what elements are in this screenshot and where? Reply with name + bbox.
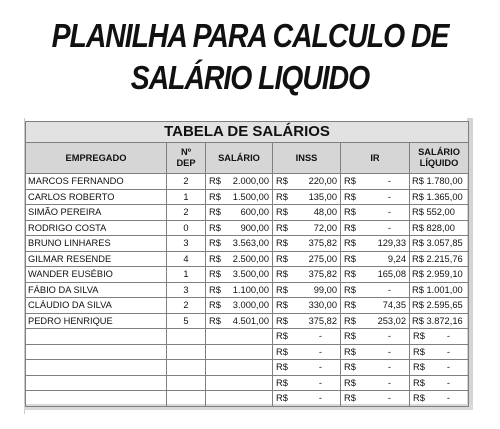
cell-inss[interactable] bbox=[273, 189, 341, 205]
header-dep-line1: Nº bbox=[180, 147, 192, 157]
currency-symbol: R$ bbox=[276, 253, 288, 264]
salary-table bbox=[25, 121, 469, 407]
cell-dep[interactable]: 2 bbox=[167, 174, 206, 190]
cell-empregado[interactable] bbox=[26, 375, 167, 391]
table-row bbox=[26, 298, 469, 314]
cell-salario[interactable] bbox=[206, 236, 273, 252]
cell-value: 2.000,00 bbox=[232, 176, 269, 187]
table-row bbox=[26, 282, 469, 298]
cell-ir[interactable] bbox=[341, 267, 410, 283]
table-row bbox=[26, 251, 469, 267]
cell-inss[interactable] bbox=[273, 267, 341, 283]
cell-value: 2.500,00 bbox=[232, 253, 269, 264]
cell-value: 135,00 bbox=[308, 191, 337, 202]
cell-value: - bbox=[387, 207, 391, 218]
currency-symbol: R$ bbox=[209, 191, 221, 202]
currency-symbol: R$ bbox=[344, 331, 356, 342]
cell-liquido[interactable]: R$ 3.057,85 bbox=[410, 236, 469, 252]
currency-symbol: R$ bbox=[209, 207, 221, 218]
cell-inss[interactable] bbox=[273, 282, 341, 298]
currency-symbol: R$ bbox=[344, 176, 356, 187]
currency-symbol: R$ bbox=[276, 222, 288, 233]
table-row bbox=[26, 205, 469, 221]
currency-symbol: R$ bbox=[344, 207, 356, 218]
cell-liquido[interactable] bbox=[410, 329, 469, 345]
currency-symbol: R$ bbox=[344, 253, 356, 264]
header-empregado[interactable]: EMPREGADO bbox=[26, 143, 167, 174]
cell-salario[interactable] bbox=[206, 375, 273, 391]
currency-symbol: R$ bbox=[209, 222, 221, 233]
cell-dep[interactable] bbox=[167, 344, 206, 360]
cell-liquido[interactable]: R$ 552,00 bbox=[410, 205, 469, 221]
currency-symbol: R$ bbox=[413, 393, 425, 404]
cell-liquido[interactable]: R$ 2.959,10 bbox=[410, 267, 469, 283]
currency-symbol: R$ bbox=[344, 191, 356, 202]
table-row-empty bbox=[26, 329, 469, 345]
cell-inss[interactable] bbox=[273, 236, 341, 252]
currency-symbol: R$ bbox=[209, 269, 221, 280]
currency-symbol: R$ bbox=[344, 315, 356, 326]
table-title: TABELA DE SALÁRIOS bbox=[26, 122, 469, 143]
currency-symbol: R$ bbox=[276, 191, 288, 202]
header-inss[interactable]: INSS bbox=[273, 143, 341, 174]
cell-liquido[interactable]: R$ 1.365,00 bbox=[410, 189, 469, 205]
cell-liquido[interactable] bbox=[410, 391, 469, 407]
cell-value: - bbox=[446, 393, 451, 404]
cell-empregado[interactable] bbox=[26, 344, 167, 360]
cell-dep[interactable] bbox=[167, 391, 206, 407]
header-ir[interactable]: IR bbox=[341, 143, 410, 174]
currency-symbol: R$ bbox=[209, 315, 221, 326]
cell-salario[interactable] bbox=[206, 298, 273, 314]
currency-symbol: R$ bbox=[344, 300, 356, 311]
currency-symbol: R$ bbox=[209, 253, 221, 264]
cell-dep[interactable] bbox=[167, 329, 206, 345]
cell-ir[interactable] bbox=[341, 220, 410, 236]
cell-liquido[interactable]: R$ 828,00 bbox=[410, 220, 469, 236]
cell-salario[interactable] bbox=[206, 391, 273, 407]
cell-liquido[interactable]: R$ 2.215,76 bbox=[410, 251, 469, 267]
currency-symbol: R$ bbox=[209, 238, 221, 249]
cell-value: - bbox=[387, 284, 391, 295]
cell-inss[interactable] bbox=[273, 205, 341, 221]
cell-inss[interactable] bbox=[273, 251, 341, 267]
table-body bbox=[26, 174, 469, 407]
cell-dep[interactable]: 5 bbox=[167, 313, 206, 329]
cell-salario[interactable] bbox=[206, 267, 273, 283]
currency-symbol: R$ bbox=[209, 176, 221, 187]
cell-value: 375,82 bbox=[308, 269, 337, 280]
cell-value: - bbox=[387, 362, 391, 373]
table-row-empty bbox=[26, 375, 469, 391]
cell-dep[interactable] bbox=[167, 375, 206, 391]
cell-value: 375,82 bbox=[308, 238, 337, 249]
currency-symbol: R$ bbox=[413, 362, 425, 373]
cell-value: 253,02 bbox=[377, 315, 406, 326]
currency-symbol: R$ bbox=[276, 284, 288, 295]
cell-liquido[interactable] bbox=[410, 344, 469, 360]
cell-ir[interactable] bbox=[341, 174, 410, 190]
cell-value: 48,00 bbox=[313, 207, 337, 218]
cell-value: 129,33 bbox=[377, 238, 406, 249]
table-row bbox=[26, 174, 469, 190]
cell-empregado[interactable]: GILMAR RESENDE bbox=[26, 251, 167, 267]
currency-symbol: R$ bbox=[344, 346, 356, 357]
currency-symbol: R$ bbox=[413, 346, 425, 357]
cell-dep[interactable]: 1 bbox=[167, 267, 206, 283]
cell-ir[interactable] bbox=[341, 189, 410, 205]
cell-ir[interactable] bbox=[341, 375, 410, 391]
cell-value: 3.000,00 bbox=[232, 300, 269, 311]
cell-empregado[interactable]: CLÁUDIO DA SILVA bbox=[26, 298, 167, 314]
cell-value: - bbox=[318, 362, 322, 373]
currency-symbol: R$ bbox=[344, 222, 356, 233]
currency-symbol: R$ bbox=[276, 238, 288, 249]
currency-symbol: R$ bbox=[276, 207, 288, 218]
cell-ir[interactable] bbox=[341, 391, 410, 407]
cell-value: - bbox=[387, 377, 391, 388]
cell-value: 72,00 bbox=[313, 222, 337, 233]
cell-empregado[interactable]: SIMÃO PEREIRA bbox=[26, 205, 167, 221]
cell-empregado[interactable]: PEDRO HENRIQUE bbox=[26, 313, 167, 329]
cell-inss[interactable] bbox=[273, 375, 341, 391]
cell-value: 74,35 bbox=[382, 300, 406, 311]
cell-dep[interactable]: 1 bbox=[167, 189, 206, 205]
headline-line-2: SALÁRIO LIQUIDO bbox=[130, 59, 370, 96]
cell-ir[interactable] bbox=[341, 313, 410, 329]
header-dep[interactable] bbox=[167, 143, 206, 174]
cell-inss[interactable] bbox=[273, 344, 341, 360]
table-row-empty bbox=[26, 360, 469, 376]
cell-empregado[interactable]: RODRIGO COSTA bbox=[26, 220, 167, 236]
cell-dep[interactable]: 4 bbox=[167, 251, 206, 267]
cell-inss[interactable] bbox=[273, 298, 341, 314]
cell-value: - bbox=[318, 393, 322, 404]
cell-ir[interactable] bbox=[341, 298, 410, 314]
currency-symbol: R$ bbox=[344, 377, 356, 388]
cell-value: - bbox=[387, 176, 391, 187]
cell-value: 4.501,00 bbox=[232, 315, 269, 326]
currency-symbol: R$ bbox=[276, 300, 288, 311]
cell-value: 220,00 bbox=[308, 176, 337, 187]
cell-salario[interactable] bbox=[206, 329, 273, 345]
cell-salario[interactable] bbox=[206, 313, 273, 329]
header-dep-line2: DEP bbox=[176, 158, 196, 168]
cell-liquido[interactable]: R$ 3.872,16 bbox=[410, 313, 469, 329]
currency-symbol: R$ bbox=[209, 300, 221, 311]
cell-salario[interactable] bbox=[206, 282, 273, 298]
cell-empregado[interactable] bbox=[26, 329, 167, 345]
cell-value: 275,00 bbox=[308, 253, 337, 264]
cell-liquido[interactable]: R$ 1.780,00 bbox=[410, 174, 469, 190]
cell-salario[interactable] bbox=[206, 220, 273, 236]
cell-salario[interactable] bbox=[206, 251, 273, 267]
cell-value: 3.500,00 bbox=[232, 269, 269, 280]
cell-value: - bbox=[446, 346, 451, 357]
currency-symbol: R$ bbox=[344, 393, 356, 404]
cell-value: 9,24 bbox=[387, 253, 406, 264]
cell-empregado[interactable]: BRUNO LINHARES bbox=[26, 236, 167, 252]
cell-salario[interactable] bbox=[206, 205, 273, 221]
cell-dep[interactable]: 3 bbox=[167, 236, 206, 252]
currency-symbol: R$ bbox=[276, 377, 288, 388]
currency-symbol: R$ bbox=[276, 269, 288, 280]
cell-value: - bbox=[446, 362, 451, 373]
cell-empregado[interactable]: CARLOS ROBERTO bbox=[26, 189, 167, 205]
cell-empregado[interactable]: FÁBIO DA SILVA bbox=[26, 282, 167, 298]
currency-symbol: R$ bbox=[209, 284, 221, 295]
cell-dep[interactable]: 0 bbox=[167, 220, 206, 236]
cell-value: - bbox=[446, 377, 451, 388]
cell-value: - bbox=[446, 331, 451, 342]
currency-symbol: R$ bbox=[276, 315, 288, 326]
table-row bbox=[26, 236, 469, 252]
cell-inss[interactable] bbox=[273, 174, 341, 190]
cell-ir[interactable] bbox=[341, 236, 410, 252]
cell-value: 99,00 bbox=[313, 284, 337, 295]
cell-salario[interactable] bbox=[206, 344, 273, 360]
cell-value: - bbox=[318, 377, 322, 388]
cell-liquido[interactable]: R$ 1.001,00 bbox=[410, 282, 469, 298]
cell-value: 3.563,00 bbox=[232, 238, 269, 249]
cell-inss[interactable] bbox=[273, 360, 341, 376]
cell-ir[interactable] bbox=[341, 360, 410, 376]
cell-ir[interactable] bbox=[341, 344, 410, 360]
cell-dep[interactable]: 2 bbox=[167, 205, 206, 221]
cell-inss[interactable] bbox=[273, 391, 341, 407]
cell-empregado[interactable] bbox=[26, 360, 167, 376]
cell-dep[interactable]: 3 bbox=[167, 282, 206, 298]
currency-symbol: R$ bbox=[276, 331, 288, 342]
currency-symbol: R$ bbox=[276, 393, 288, 404]
table-row-empty bbox=[26, 391, 469, 407]
table-row bbox=[26, 267, 469, 283]
cell-inss[interactable] bbox=[273, 220, 341, 236]
headline-line-1: PLANILHA PARA CALCULO DE bbox=[51, 17, 449, 54]
cell-value: 1.100,00 bbox=[232, 284, 269, 295]
cell-dep[interactable] bbox=[167, 360, 206, 376]
header-liquido-line1: SALÁRIO bbox=[418, 147, 460, 157]
header-liquido-line2: LÍQUIDO bbox=[419, 158, 459, 168]
cell-value: 375,82 bbox=[308, 315, 337, 326]
cell-ir[interactable] bbox=[341, 282, 410, 298]
table-row bbox=[26, 189, 469, 205]
cell-inss[interactable] bbox=[273, 329, 341, 345]
cell-inss[interactable] bbox=[273, 313, 341, 329]
cell-value: 1.500,00 bbox=[232, 191, 269, 202]
currency-symbol: R$ bbox=[413, 331, 425, 342]
cell-salario[interactable] bbox=[206, 189, 273, 205]
cell-ir[interactable] bbox=[341, 329, 410, 345]
cell-liquido[interactable] bbox=[410, 375, 469, 391]
header-salario[interactable]: SALÁRIO bbox=[206, 143, 273, 174]
cell-empregado[interactable]: WANDER EUSÉBIO bbox=[26, 267, 167, 283]
cell-value: - bbox=[387, 191, 391, 202]
table-row bbox=[26, 313, 469, 329]
cell-ir[interactable] bbox=[341, 251, 410, 267]
cell-value: - bbox=[387, 222, 391, 233]
cell-value: - bbox=[318, 346, 322, 357]
cell-salario[interactable] bbox=[206, 360, 273, 376]
currency-symbol: R$ bbox=[344, 362, 356, 373]
cell-ir[interactable] bbox=[341, 205, 410, 221]
currency-symbol: R$ bbox=[344, 269, 356, 280]
cell-liquido[interactable] bbox=[410, 360, 469, 376]
cell-value: 600,00 bbox=[240, 207, 269, 218]
cell-value: 900,00 bbox=[240, 222, 269, 233]
currency-symbol: R$ bbox=[344, 284, 356, 295]
cell-dep[interactable]: 2 bbox=[167, 298, 206, 314]
currency-symbol: R$ bbox=[276, 176, 288, 187]
cell-empregado[interactable] bbox=[26, 391, 167, 407]
cell-liquido[interactable]: R$ 2.595,65 bbox=[410, 298, 469, 314]
cell-value: - bbox=[387, 331, 391, 342]
cell-value: - bbox=[318, 331, 322, 342]
currency-symbol: R$ bbox=[344, 238, 356, 249]
currency-symbol: R$ bbox=[276, 362, 288, 373]
cell-value: - bbox=[387, 346, 391, 357]
currency-symbol: R$ bbox=[276, 346, 288, 357]
cell-salario[interactable] bbox=[206, 174, 273, 190]
currency-symbol: R$ bbox=[413, 377, 425, 388]
cell-value: 330,00 bbox=[308, 300, 337, 311]
table-row bbox=[26, 220, 469, 236]
table-row-empty bbox=[26, 344, 469, 360]
cell-value: 165,08 bbox=[377, 269, 406, 280]
header-liquido[interactable] bbox=[410, 143, 469, 174]
cell-empregado[interactable]: MARCOS FERNANDO bbox=[26, 174, 167, 190]
cell-value: - bbox=[387, 393, 391, 404]
